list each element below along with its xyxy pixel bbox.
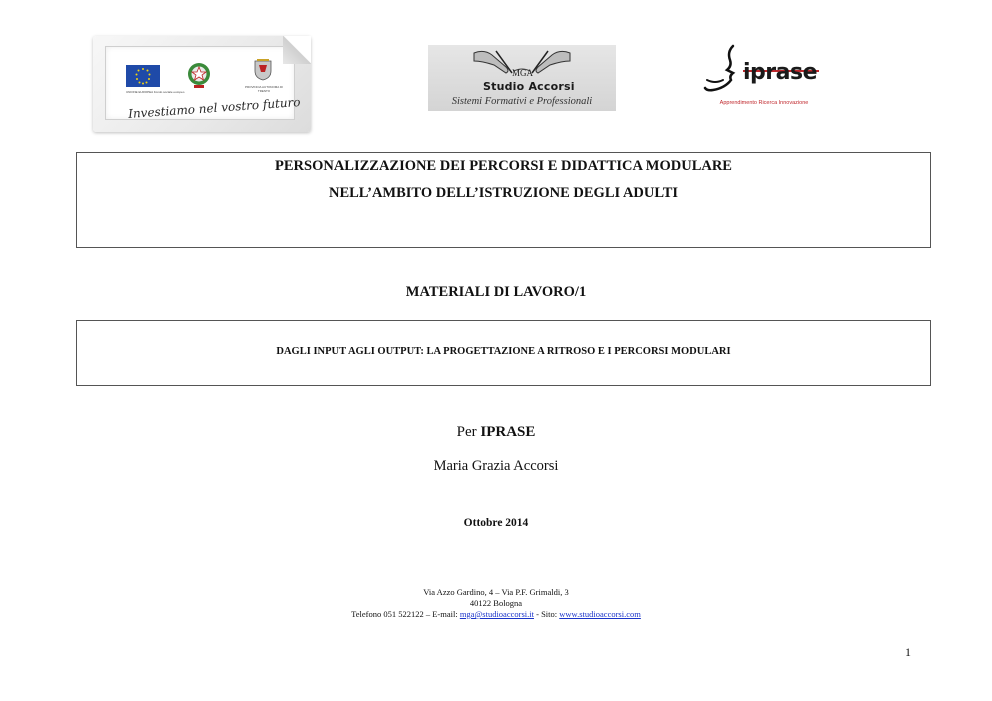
subtitle-text: DAGLI INPUT AGLI OUTPUT: LA PROGETTAZIONE A RITROSO E I PERCORSI MODULARI — [276, 346, 731, 357]
footer-address: Via Azzo Gardino, 4 – Via P.F. Grimaldi, 3 — [423, 587, 569, 597]
mga-label: MGA — [512, 68, 534, 78]
author-name: Maria Grazia Accorsi — [433, 458, 559, 474]
page-number: 1 — [905, 645, 911, 659]
per-organization: IPRASE — [480, 424, 536, 440]
footer-contacts — [0, 609, 992, 619]
iprase-logo — [703, 44, 825, 112]
eu-slogan: Investiamo nel vostro futuro — [127, 94, 301, 122]
title-line-2: NELL’AMBITO DELL’ISTRUZIONE DEGLI ADULTI — [328, 185, 679, 201]
eu-flag-icon — [126, 65, 160, 87]
page-curl-decoration — [283, 36, 311, 64]
studio-name: Studio Accorsi — [483, 80, 575, 93]
iprase-tagline: Apprendimento Ricerca Innovazione — [719, 100, 809, 106]
title-box — [76, 152, 931, 248]
studio-tagline: Sistemi Formativi e Professionali — [451, 96, 593, 107]
province-crest-icon — [254, 59, 272, 81]
email-link[interactable]: mga@studioaccorsi.it — [459, 609, 534, 619]
eu-logo-card — [105, 46, 301, 122]
iprase-wordmark: iprase — [743, 60, 817, 85]
footer-phone: Telefono 051 522122 – E-mail: — [351, 609, 458, 619]
eu-funding-logo — [93, 36, 311, 132]
province-caption: PROVINCIA AUTONOMA DI TRENTO — [245, 85, 283, 93]
per-line — [0, 424, 992, 441]
footer-city: 40122 Bologna — [469, 598, 523, 608]
eu-caption: UNIONE EUROPEA Fondo sociale europeo — [126, 90, 185, 94]
italian-republic-emblem-icon — [186, 61, 212, 91]
website-link[interactable]: www.studioaccorsi.com — [559, 609, 641, 619]
footer-site-prefix: - Sito: — [536, 609, 558, 619]
studio-accorsi-logo — [428, 45, 616, 111]
per-prefix: Per — [456, 424, 477, 440]
materials-heading: MATERIALI DI LAVORO/1 — [405, 284, 587, 300]
title-line-1: PERSONALIZZAZIONE DEI PERCORSI E DIDATTICA MODULARE — [275, 158, 732, 174]
document-date: Ottobre 2014 — [463, 517, 529, 529]
subtitle-box — [76, 320, 931, 386]
